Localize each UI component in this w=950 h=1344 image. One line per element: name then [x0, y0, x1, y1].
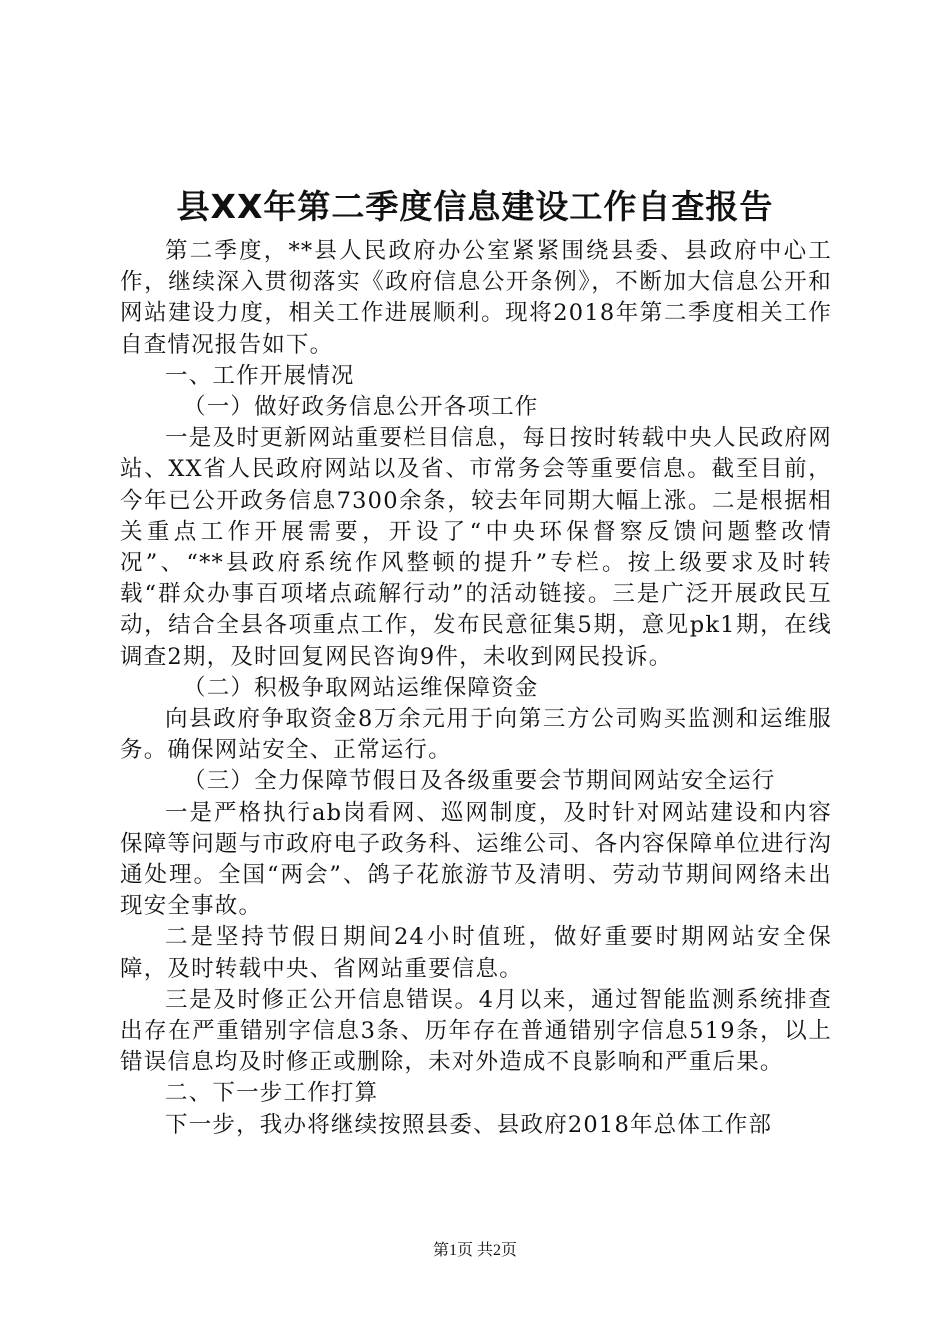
- page-footer: 第1页 共2页: [432, 1242, 517, 1259]
- paragraph-body: 一是严格执行ab岗看网、巡网制度，及时针对网站建设和内容保障等问题与市政府电子政务科、运维公司、各内容保障单位进行沟通处理。全国“两会”、鸽子花旅游节及清明、劳动节期间网络未出现安全事故。: [120, 799, 832, 920]
- section-heading-1: 一、工作开展情况: [165, 362, 355, 389]
- document-body: [120, 236, 832, 1141]
- document-title: 县XX年第二季度信息建设工作自查报告: [176, 187, 774, 226]
- paragraph-body: 向县政府争取资金8万余元用于向第三方公司购买监测和运维服务。确保网站安全、正常运行。: [120, 706, 832, 764]
- subsection-heading-3: （三）全力保障节假日及各级重要会节期间网站安全运行: [183, 768, 776, 795]
- section-heading-2: 二、下一步工作打算: [165, 1080, 379, 1107]
- subsection-heading-2: （二）积极争取网站运维保障资金: [183, 674, 539, 701]
- subsection-heading-1: （一）做好政务信息公开各项工作: [183, 394, 539, 421]
- paragraph-body: 二是坚持节假日期间24小时值班，做好重要时期网站安全保障，及时转载中央、省网站重要信息。: [120, 924, 832, 982]
- paragraph-body: 一是及时更新网站重要栏目信息，每日按时转载中央人民政府网站、XX省人民政府网站以及省、市常务会等重要信息。截至目前，今年已公开政务信息7300余条，较去年同期大幅上涨。二是根据相关重点工作开展需要，开设了“中央环保督察反馈问题整改情况”、“**县政府系统作风整顿的提升”专栏。按上级要求及时转载“群众办事百项堵点疏解行动”的活动链接。三是广泛开展政民互动，结合全县各项重点工作，发布民意征集5期，意见pk1期，在线调查2期，及时回复网民咨询9件，未收到网民投诉。: [120, 425, 832, 670]
- paragraph-body: 下一步，我办将继续按照县委、县政府2018年总体工作部: [165, 1111, 773, 1138]
- paragraph-intro: 第二季度，**县人民政府办公室紧紧围绕县委、县政府中心工作，继续深入贯彻落实《政府信息公开条例》，不断加大信息公开和网站建设力度，相关工作进展顺利。现将2018年第二季度相关工作自查情况报告如下。: [120, 238, 832, 358]
- paragraph-body: 三是及时修正公开信息错误。4月以来，通过智能监测系统排查出存在严重错别字信息3条、历年存在普通错别字信息519条，以上错误信息均及时修正或删除，未对外造成不良影响和严重后果。: [120, 986, 832, 1076]
